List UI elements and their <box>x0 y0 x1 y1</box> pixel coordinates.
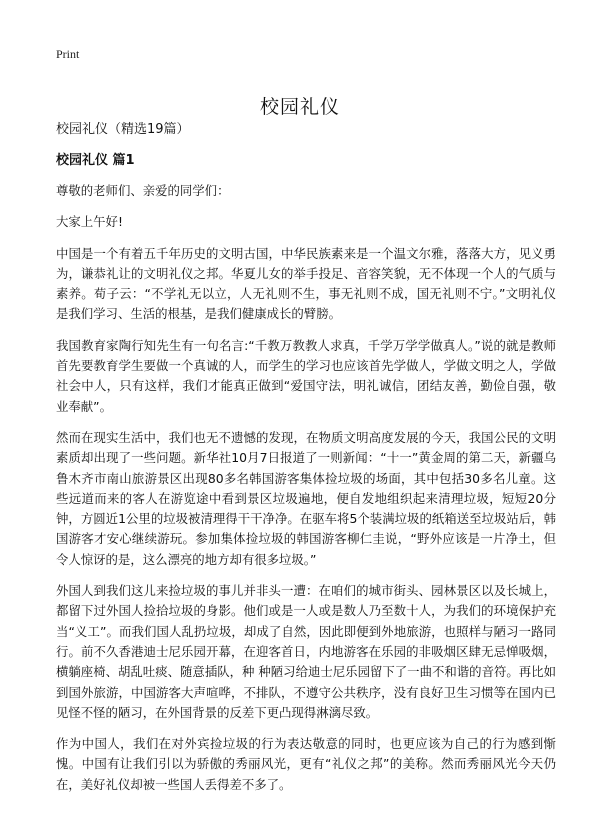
section-heading: 校园礼仪 篇1 <box>56 153 135 168</box>
paragraph-salutation: 大家上午好! <box>56 214 123 230</box>
paragraph: 外国人到我们这儿来捡垃圾的事儿并非头一遭：在咱们的城市街头、园林景区以及长城上，都留下过外国人捡拾垃圾的身影。他们或是一人或是数人乃至数十人，为我们的环境保护充当“义工”。而我们国人乱扔垃圾，却成了自然，因此即便到外地旅游，也照样与陋习一路同行。前不久香港迪士尼乐园开幕，在迎客首日，内地游客在乐园的非吸烟区肆无忌惮吸烟，横躺座椅、胡乱吐痰、随意插队，种 种陋习给迪士尼乐园留下了一曲不和谐的音符。再比如到国外旅游，中国游客大声喧哗，不排队，不遵守公共秩序，没有良好卫生习惯等在国内已见怪不怪的陋习，在外国背景的反差下更凸现得淋漓尽致。 <box>56 583 556 720</box>
paragraph-greeting: 尊敬的老师们、亲爱的同学们： <box>56 183 230 198</box>
paragraph: 然而在现实生活中，我们也无不遗憾的发现，在物质文明高度发展的今天，我国公民的文明素质却出现了一些问题。新华社10月7日报道了一则新闻：“十一”黄金周的第二天，新疆乌鲁木齐市南山旅游景区出现80多名韩国游客集体捡垃圾的场面，其中包括30多名儿童。这些远道而来的客人在游览途中看到景区垃圾遍地，便自发地组织起来清理垃圾，短短20分钟，方圆近1公里的垃圾被清理得干干净净。在驱车将5个装满垃圾的纸箱送至垃圾站后，韩国游客才安心继续游玩。参加集体捡垃圾的韩国游客柳仁圭说，“野外应该是一片净土，但令人惊讶的是，这么漂亮的地方却有很多垃圾。” <box>56 429 556 567</box>
document-body <box>56 120 556 806</box>
paragraph: 我国教育家陶行知先生有一句名言:“千教万教教人求真，千学万学学做真人。”说的就是教师首先要教育学生要做一个真诚的人，而学生的学习也应该首先学做人，学做文明之人，学做社会中人，只有这样，我们才能真正做到“爱国守法，明礼诚信，团结友善，勤俭自强，敬业奉献”。 <box>56 337 556 414</box>
print-link[interactable]: Print <box>56 47 80 61</box>
paragraph: 作为中国人，我们在对外宾捡垃圾的行为表达敬意的同时，也更应该为自己的行为感到惭愧。中国有让我们引以为骄傲的秀丽风光，更有“礼仪之邦”的美称。然而秀丽风光今天仍在，美好礼仪却被一些国人丢得差不多了。 <box>56 736 556 792</box>
document-subtitle: 校园礼仪（精选19篇） <box>56 122 190 137</box>
page-title: 校园礼仪 <box>259 95 340 118</box>
paragraph: 中国是一个有着五千年历史的文明古国，中华民族素来是一个温文尔雅，落落大方，见义勇为，谦恭礼让的文明礼仪之邦。华夏儿女的举手投足、音容笑貌，无不体现一个人的气质与素养。荀子云：“不学礼无以立，人无礼则不生，事无礼则不成，国无礼则不宁。”文明礼仪是我们学习、生活的根基，是我们健康成长的臂膀。 <box>56 245 556 322</box>
